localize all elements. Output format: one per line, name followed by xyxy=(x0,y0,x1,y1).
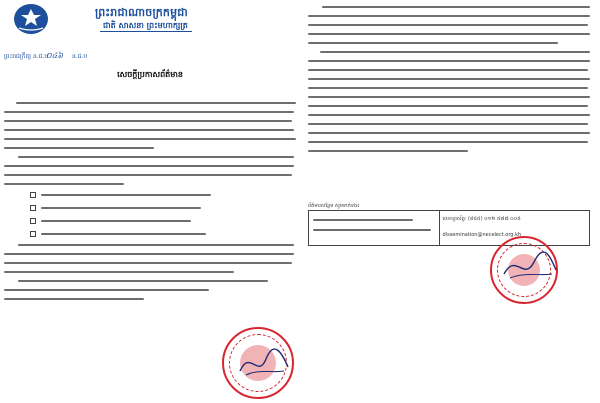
text-line xyxy=(4,183,124,185)
text-line xyxy=(308,141,588,143)
text-line xyxy=(313,219,413,221)
reference-label: ព្រះរាជក្រឹត្យ ន.ជ.ប xyxy=(4,53,49,60)
kingdom-name: ព្រះរាជាណាចក្រកម្ពុជា xyxy=(95,6,188,19)
text-line xyxy=(308,69,588,71)
text-line xyxy=(308,105,588,107)
document-title: សេចក្តីប្រកាសព័ត៌មាន xyxy=(117,70,183,79)
text-line xyxy=(41,194,211,196)
motto-divider xyxy=(100,31,192,32)
bullet-icon xyxy=(30,192,36,198)
signature-icon xyxy=(236,345,292,381)
reference-suffix: ន.ជ.ប xyxy=(72,53,88,60)
contact-heading: ព័ត៌មានបន្ថែម សូមទាក់ទង៖ xyxy=(308,203,360,209)
text-line xyxy=(4,298,144,300)
signature-icon xyxy=(500,250,560,284)
text-line xyxy=(308,33,590,35)
contact-name-cell xyxy=(309,211,440,245)
text-line xyxy=(308,78,590,80)
text-line xyxy=(313,229,431,231)
text-line xyxy=(308,24,588,26)
contact-email[interactable]: dissemination@necelect.org.kh xyxy=(442,232,522,238)
text-line xyxy=(4,253,294,255)
list-item xyxy=(4,205,296,211)
text-line xyxy=(18,280,268,282)
text-line xyxy=(4,129,294,131)
text-line xyxy=(308,60,590,62)
text-line xyxy=(4,165,294,167)
text-line xyxy=(4,262,292,264)
text-line xyxy=(16,102,296,104)
text-line xyxy=(4,271,234,273)
text-line xyxy=(308,42,558,44)
text-line xyxy=(308,15,590,17)
text-line xyxy=(320,51,590,53)
text-line xyxy=(4,120,292,122)
text-line xyxy=(18,244,294,246)
text-line xyxy=(41,207,201,209)
text-line xyxy=(41,233,206,235)
national-motto: ជាតិ សាសនា ព្រះមហាក្សត្រ xyxy=(103,21,188,30)
contact-box xyxy=(308,210,590,246)
list-item xyxy=(4,192,296,198)
text-line xyxy=(4,147,154,149)
reference-number: ០៤៦ xyxy=(46,51,63,60)
text-line xyxy=(308,87,588,89)
text-line xyxy=(41,220,191,222)
text-line xyxy=(308,123,588,125)
bullet-icon xyxy=(30,218,36,224)
text-line xyxy=(18,156,294,158)
right-body-text xyxy=(308,6,590,159)
text-line xyxy=(4,289,209,291)
text-line xyxy=(4,111,294,113)
list-item xyxy=(4,231,296,237)
left-body-text xyxy=(4,102,296,307)
text-line xyxy=(308,150,468,152)
text-line xyxy=(308,96,590,98)
text-line xyxy=(308,114,590,116)
bullet-icon xyxy=(30,205,36,211)
list-item xyxy=(4,218,296,224)
nec-emblem-icon xyxy=(14,4,48,34)
contact-phone: លេខទូរស័ព្ទ: (៨៥៥) ០១២ ៥៧៧ ០០៥ xyxy=(442,216,521,222)
text-line xyxy=(4,174,292,176)
bullet-icon xyxy=(30,231,36,237)
text-line xyxy=(4,138,296,140)
text-line xyxy=(308,132,590,134)
text-line xyxy=(322,6,590,8)
right-page xyxy=(300,0,600,403)
